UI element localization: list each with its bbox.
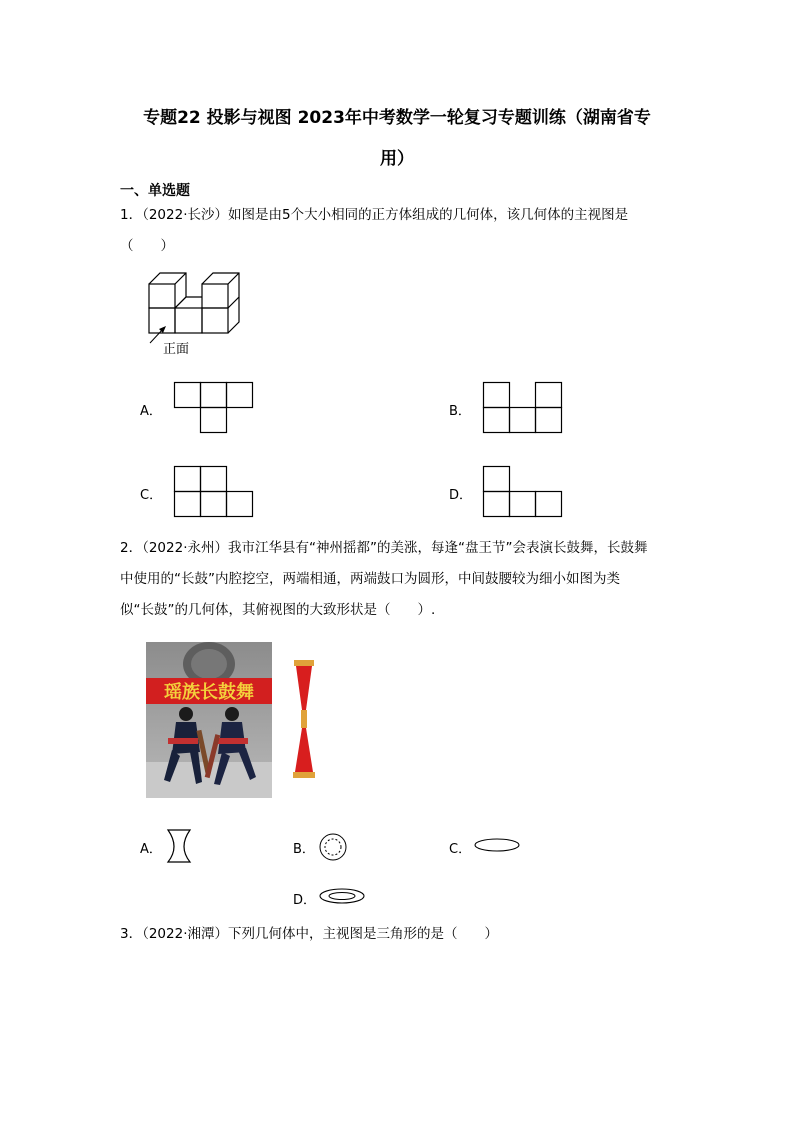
question-1-option-c-figure[interactable] bbox=[174, 466, 254, 518]
question-2-line3: 似“长鼓”的几何体，其俯视图的大致形状是（ ）. bbox=[120, 602, 436, 618]
question-2-option-a-figure[interactable] bbox=[166, 828, 192, 864]
question-1-option-b-figure[interactable] bbox=[483, 382, 563, 434]
question-2-option-b-label[interactable]: B． bbox=[293, 842, 315, 857]
question-1-option-c-label[interactable]: C． bbox=[140, 488, 163, 503]
question-1-solid-figure bbox=[140, 270, 240, 345]
question-2-option-d-label[interactable]: D． bbox=[293, 893, 317, 908]
question-2-option-d-figure[interactable] bbox=[318, 886, 368, 906]
question-1-line1: 1．（2022·长沙）如图是由5个大小相同的正方体组成的几何体，该几何体的主视图是 bbox=[120, 207, 629, 223]
question-1-option-a-figure[interactable] bbox=[174, 382, 254, 434]
question-3-line1: 3．（2022·湘潭）下列几何体中，主视图是三角形的是（ ） bbox=[120, 926, 498, 942]
question-2-option-b-figure[interactable] bbox=[318, 832, 348, 862]
question-1-option-b-label[interactable]: B． bbox=[449, 404, 471, 419]
long-drum-dance-photo bbox=[146, 642, 272, 798]
page-title-line1: 专题22 投影与视图 2023年中考数学一轮复习专题训练（湖南省专 bbox=[143, 108, 651, 128]
question-2-option-c-label[interactable]: C． bbox=[449, 842, 472, 857]
question-1-option-d-label[interactable]: D． bbox=[449, 488, 473, 503]
question-1-figure-label: 正面 bbox=[163, 342, 190, 357]
question-1-line2: （ ） bbox=[120, 238, 174, 254]
photo-banner-text: 瑶族长鼓舞 bbox=[164, 682, 254, 703]
question-1-option-a-label[interactable]: A． bbox=[140, 404, 162, 419]
question-2-line2: 中使用的“长鼓”内腔挖空，两端相通，两端鼓口为圆形，中间鼓腰较为细小如图为类 bbox=[120, 571, 620, 587]
question-2-option-a-label[interactable]: A． bbox=[140, 842, 162, 857]
question-2-option-c-figure[interactable] bbox=[473, 836, 523, 854]
page-title-line2: 用） bbox=[380, 149, 414, 169]
question-2-line1: 2．（2022·永州）我市江华县有“神州摇都”的美涨，每逢“盘王节”会表演长鼓舞，长鼓舞 bbox=[120, 540, 648, 556]
section-heading: 一、单选题 bbox=[120, 183, 190, 199]
question-1-option-d-figure[interactable] bbox=[483, 466, 563, 518]
long-drum-figure bbox=[290, 660, 318, 780]
